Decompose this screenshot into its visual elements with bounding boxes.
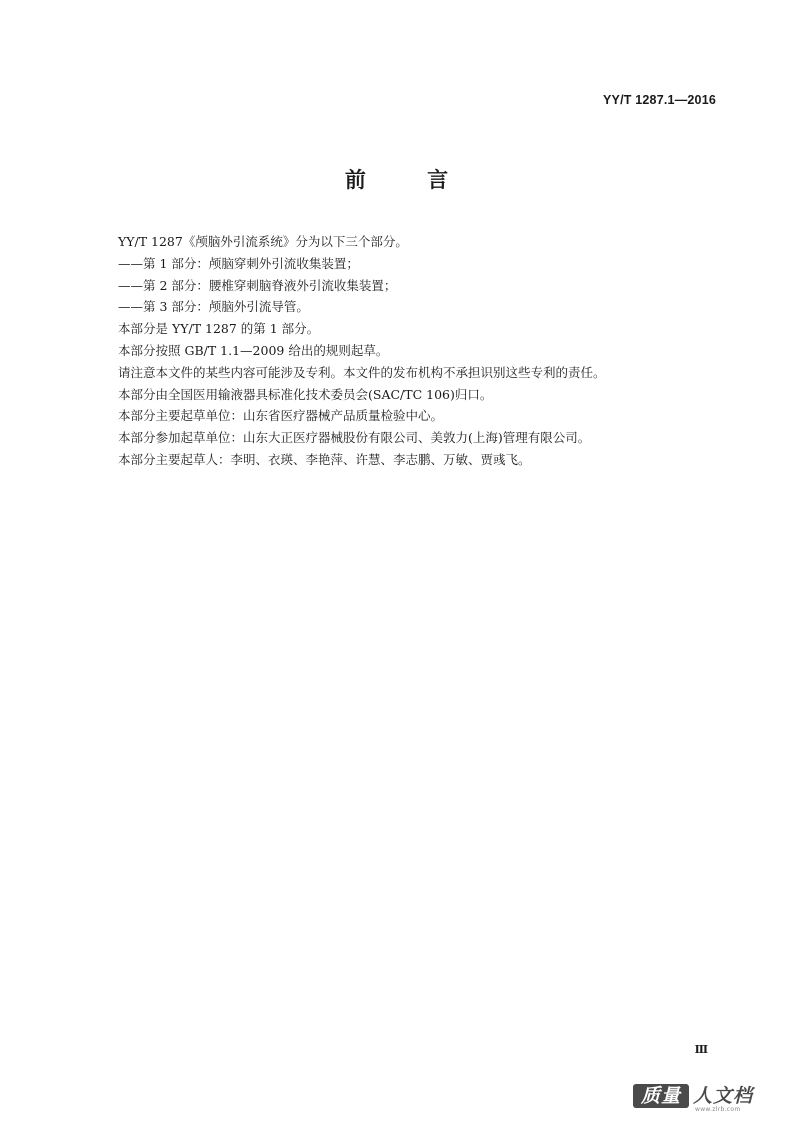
watermark-logo	[633, 1080, 783, 1114]
list-item: ——第 1 部分：颅脑穿刺外引流收集装置；	[118, 255, 359, 271]
paragraph: 本部分主要起草人：李明、衣瑛、李艳萍、许慧、李志鹏、万敏、贾彧飞。	[118, 451, 531, 467]
paragraph: YY/T 1287《颅脑外引流系统》分为以下三个部分。	[118, 234, 408, 249]
paragraph: 本部分由全国医用输液器具标准化技术委员会(SAC/TC 106)归口。	[118, 386, 493, 402]
watermark-text: 人文档	[693, 1085, 754, 1107]
paragraph: 本部分按照 GB/T 1.1—2009 给出的规则起草。	[118, 342, 389, 358]
page-number: Ⅲ	[694, 1043, 708, 1056]
list-item: ——第 2 部分：腰椎穿刺脑脊液外引流收集装置；	[118, 277, 397, 293]
preface-content	[118, 231, 718, 471]
standard-code: YY/T 1287.1—2016	[603, 93, 716, 107]
paragraph: 本部分是 YY/T 1287 的第 1 部分。	[118, 321, 320, 337]
watermark-url: www.zlrb.com	[695, 1106, 741, 1113]
paragraph: 请注意本文件的某些内容可能涉及专利。本文件的发布机构不承担识别这些专利的责任。	[118, 364, 606, 380]
paragraph: 本部分主要起草单位：山东省医疗器械产品质量检验中心。	[118, 408, 444, 424]
page-title: 前 言	[344, 168, 476, 192]
list-item: ——第 3 部分：颅脑外引流导管。	[118, 299, 309, 315]
watermark-box: 质量	[633, 1084, 689, 1108]
paragraph: 本部分参加起草单位：山东大正医疗器械股份有限公司、美敦力(上海)管理有限公司。	[118, 430, 591, 446]
